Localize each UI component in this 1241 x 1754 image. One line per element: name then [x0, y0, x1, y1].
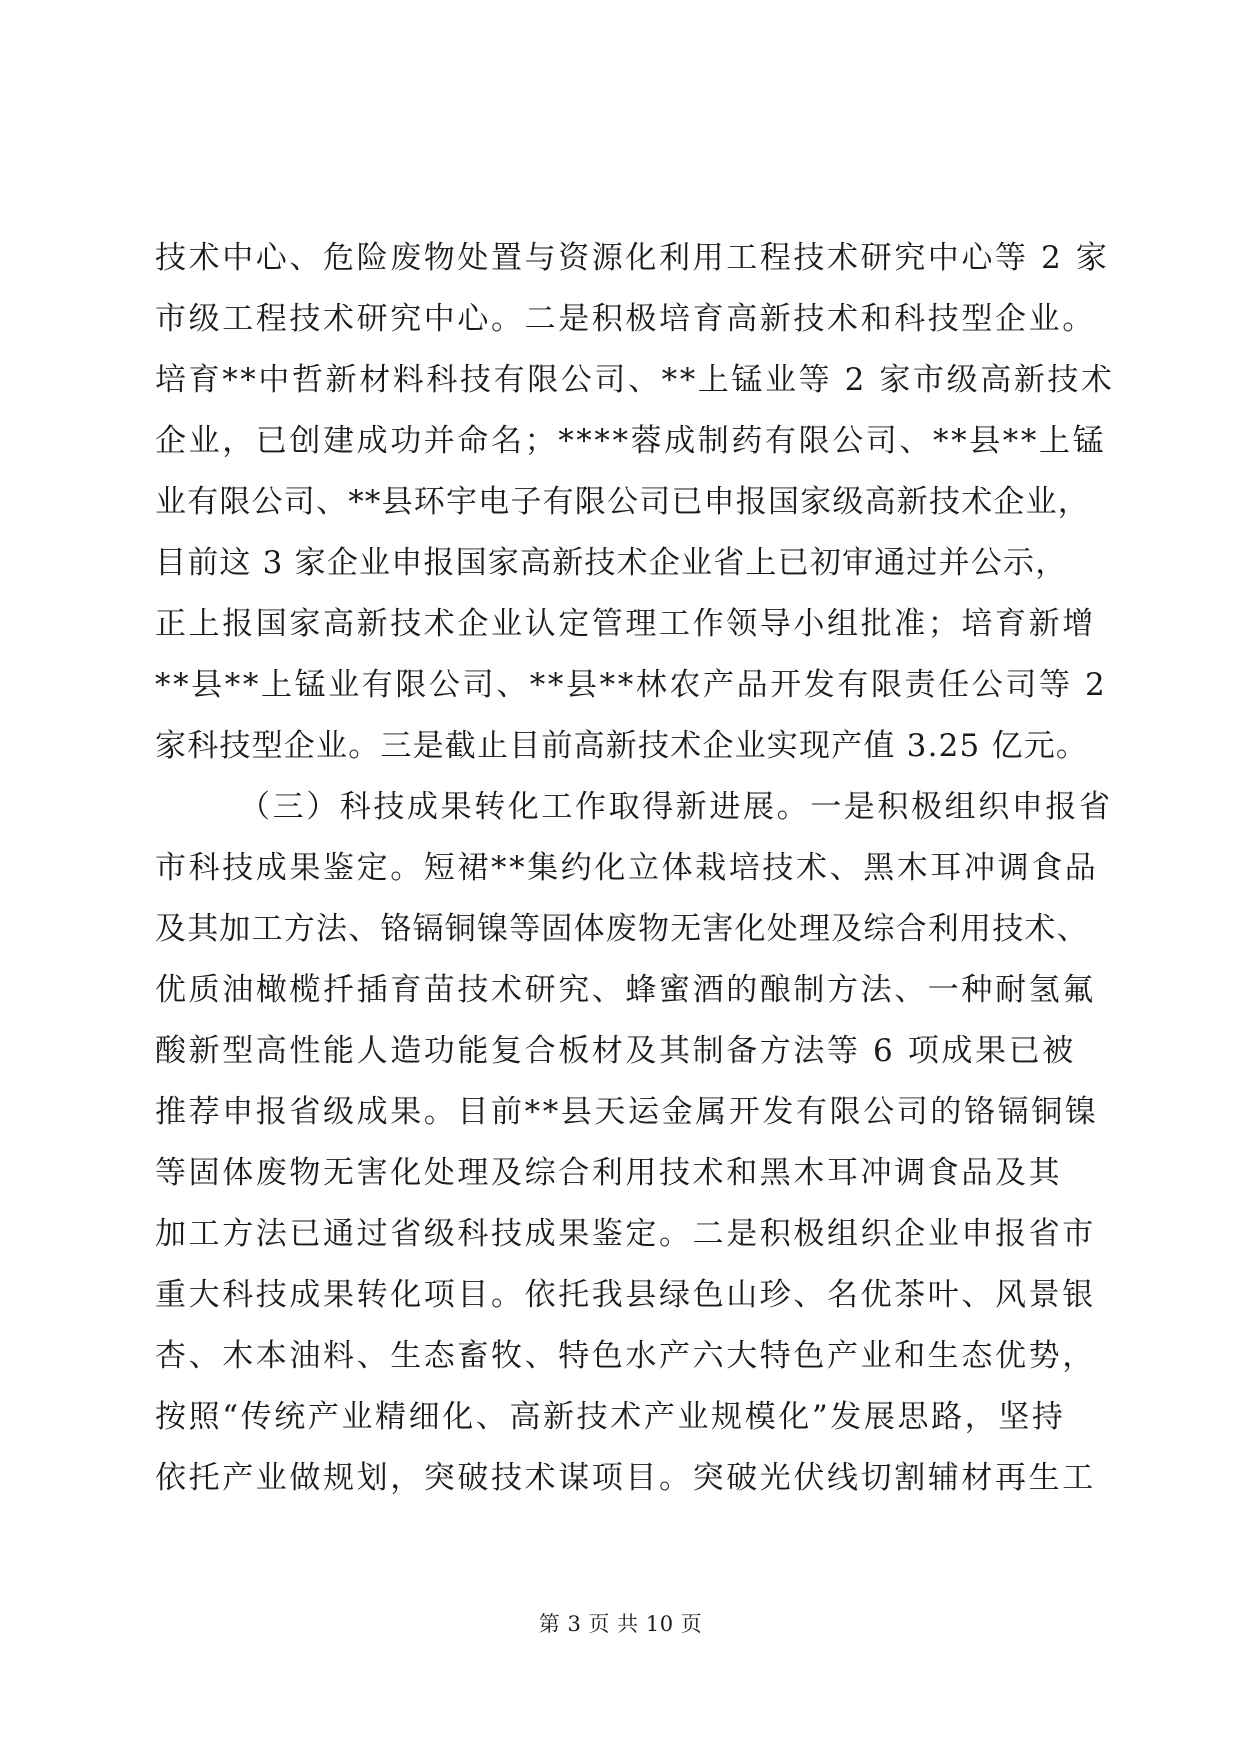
page-number-footer: 第 3 页 共 10 页: [538, 1612, 703, 1636]
text-line: 优质油橄榄扦插育苗技术研究、蜂蜜酒的酿制方法、一种耐氢氟: [155, 972, 1096, 1008]
text-line: 加工方法已通过省级科技成果鉴定。二是积极组织企业申报省市: [155, 1216, 1096, 1252]
text-line: 及其加工方法、铬镉铜镍等固体废物无害化处理及综合利用技术、: [155, 911, 1089, 947]
text-line: 酸新型高性能人造功能复合板材及其制备方法等 6 项成果已被: [155, 1033, 1076, 1069]
text-line: 重大科技成果转化项目。依托我县绿色山珍、名优茶叶、风景银: [155, 1277, 1096, 1313]
text-line: 市科技成果鉴定。短裙**集约化立体栽培技术、黑木耳冲调食品: [155, 850, 1099, 886]
text-line: 业有限公司、**县环宇电子有限公司已申报国家级高新技术企业，: [155, 484, 1090, 520]
text-line: 家科技型企业。三是截止目前高新技术企业实现产值 3.25 亿元。: [155, 728, 1089, 764]
text-line: 目前这 3 家企业申报国家高新技术企业省上已初审通过并公示，: [155, 545, 1068, 581]
text-line: 技术中心、危险废物处置与资源化利用工程技术研究中心等 2 家: [155, 240, 1110, 276]
text-line: **县**上锰业有限公司、**县**林农产品开发有限责任公司等 2: [155, 667, 1108, 703]
text-line: 市级工程技术研究中心。二是积极培育高新技术和科技型企业。: [155, 301, 1096, 337]
text-line: 推荐申报省级成果。目前**县天运金属开发有限公司的铬镉铜镍: [155, 1094, 1099, 1130]
text-line: 正上报国家高新技术企业认定管理工作领导小组批准；培育新增: [155, 606, 1096, 642]
section-heading-line: （三）科技成果转化工作取得新进展。一是积极组织申报省: [239, 789, 1113, 825]
text-line: 培育**中哲新材料科技有限公司、**上锰业等 2 家市级高新技术: [155, 362, 1115, 398]
text-line: 等固体废物无害化处理及综合利用技术和黑木耳冲调食品及其: [155, 1155, 1063, 1191]
body-text: [155, 228, 1115, 1509]
text-line: 杏、木本油料、生态畜牧、特色水产六大特色产业和生态优势，: [155, 1338, 1096, 1374]
text-line: 企业，已创建成功并命名；****蓉成制药有限公司、**县**上锰: [155, 423, 1107, 459]
text-line: 按照“传统产业精细化、高新技术产业规模化”发展思路，坚持: [155, 1399, 1066, 1435]
text-line: 依托产业做规划，突破技术谋项目。突破光伏线切割辅材再生工: [155, 1460, 1096, 1496]
